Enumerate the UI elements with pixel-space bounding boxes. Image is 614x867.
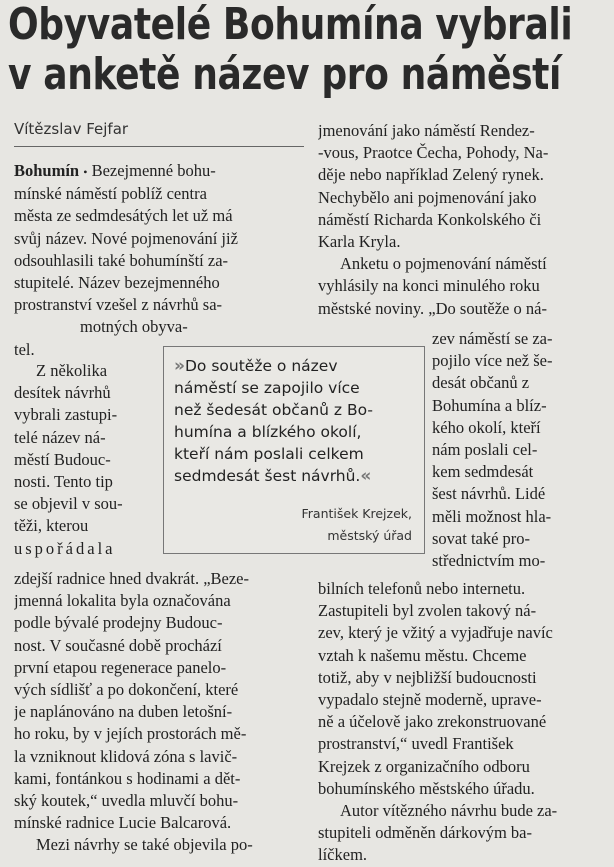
article-line: Nechybělo ani pojmenování jako	[318, 187, 537, 207]
article-line: desát občanů z	[432, 373, 530, 393]
article-line: se objevil v sou-	[14, 494, 123, 514]
pull-quote-box	[163, 346, 425, 554]
article-line: svůj název. Nové pojmenování již	[14, 228, 238, 248]
headline	[8, 0, 573, 100]
article-line: Autor vítězného návrhu bude za-	[340, 801, 558, 821]
article-line: líčkem.	[318, 845, 368, 865]
article-line: bohumínského městského úřadu.	[318, 778, 535, 798]
dateline-bullet: •	[83, 165, 88, 179]
byline: Vítězslav Fejfar	[14, 120, 129, 138]
article-col1-bottom	[14, 568, 304, 857]
article-line: la vzniknout klidová zóna s lavič-	[14, 746, 238, 766]
article-line: desítek návrhů	[14, 383, 111, 403]
article-line: telé název ná-	[14, 427, 106, 447]
pull-quote-line	[174, 355, 422, 377]
article-line: náměstí Richarda Konkolského či	[318, 209, 542, 229]
quote-author: František Krejzek,	[301, 506, 412, 521]
article-line: vypadalo stejně moderně, uprave-	[318, 690, 542, 710]
article-col1-top	[14, 160, 302, 361]
article-line: kami, fontánkou s hodinami a dět-	[14, 768, 241, 788]
article-line: zev náměstí se za-	[432, 329, 553, 348]
article-col2-top	[318, 120, 602, 320]
article-line: města ze sedmdesátých let už má	[14, 206, 233, 226]
article-line: první etapou regenerace panelo-	[14, 657, 227, 677]
article-col2-bottom	[318, 578, 602, 867]
article-line: těži, kterou	[14, 516, 89, 536]
pull-quote-line: náměstí se zapojilo více	[174, 379, 360, 397]
article-line: tel.	[14, 339, 35, 359]
pull-quote-line	[174, 465, 422, 487]
quote-author-role: městský úřad	[327, 528, 412, 543]
article-line: měli možnost hla-	[432, 506, 552, 526]
article-line: totiž, aby v nejbližší budoucnosti	[318, 667, 537, 687]
article-line: uspořádala	[14, 538, 116, 558]
article-line: ně a účelově jako zrekonstruované	[318, 712, 547, 732]
quote-close-mark: «	[360, 466, 372, 486]
article-line: zev, který je vžitý a vyjadřuje navíc	[318, 623, 553, 643]
pull-quote-text	[174, 355, 422, 487]
article-line: bilních telefonů nebo internetu.	[318, 579, 526, 598]
article-line: nost. V současné době prochází	[14, 635, 222, 655]
article-line: jmenování jako náměstí Rendez-	[318, 121, 535, 140]
article-line: vyhlásily na konci minulého roku	[318, 276, 540, 296]
article-line: Zastupiteli byl zvolen takový ná-	[318, 601, 537, 621]
article-line: děje nebo například Zelený rynek.	[318, 165, 544, 185]
dateline: Bohumín	[14, 161, 80, 180]
article-line: mínské náměstí poblíž centra	[14, 184, 207, 204]
article-line: odsouhlasili také bohumínští za-	[14, 250, 229, 270]
article-line: prostranství,“ uvedl František	[318, 734, 514, 754]
article-line: stupitelé. Název bezejmenného	[14, 273, 220, 293]
pull-quote-line: kteří nám poslali celkem	[174, 445, 364, 463]
article-line: ský koutek,“ uvedla mluvčí bohu-	[14, 791, 239, 811]
article-line: Z několika	[36, 361, 108, 380]
article-line: nám poslali cel-	[432, 440, 538, 460]
article-line: sovat také pro-	[432, 528, 531, 548]
pull-quote-line-text: Do soutěže o název	[184, 357, 338, 375]
article-line: Anketu o pojmenování náměstí	[340, 254, 547, 274]
article-line: šest návrhů. Lidé	[432, 484, 546, 504]
article-line: jmenná lokalita byla označována	[14, 591, 231, 611]
article-line: zdejší radnice hned dvakrát. „Beze-	[14, 569, 250, 588]
article-line: městí Budouc-	[14, 449, 111, 469]
article-line: vybrali zastupi-	[14, 405, 118, 425]
article-col2-narrow	[432, 328, 602, 572]
headline-line-1: Obyvatelé Bohumína vybrali	[8, 0, 573, 50]
article-line: nosti. Tento tip	[14, 472, 113, 492]
article-col1-narrow	[14, 360, 156, 560]
article-line: Mezi návrhy se také objevila po-	[36, 835, 253, 855]
article-line: vztah k našemu městu. Chceme	[318, 645, 527, 665]
article-line: vých sídlišť a po dokončení, které	[14, 680, 239, 700]
article-line: motných obyva-	[80, 317, 188, 337]
article-line: mínské radnice Lucie Balcarová.	[14, 813, 232, 833]
article-line: Bohumína a blíz-	[432, 395, 547, 415]
article-line: městské noviny. „Do soutěže o ná-	[318, 298, 547, 318]
article-line: kého okolí, kteří	[432, 417, 541, 437]
article-line: ho roku, by v jejích prostorách mě-	[14, 724, 247, 744]
article-line: prostranství vzešel z návrhů sa-	[14, 295, 223, 315]
article-text: Bezejmenné bohu-	[91, 161, 216, 180]
article-line: Karla Kryla.	[318, 232, 401, 252]
pull-quote-line-text: sedmdesát šest návrhů.	[174, 467, 361, 485]
article-line: stupiteli odměněn dárkovým ba-	[318, 823, 532, 843]
pull-quote-line: než šedesát občanů z Bo-	[174, 401, 373, 419]
quote-open-mark: »	[174, 356, 185, 376]
headline-line-2: v anketě název pro náměstí	[8, 49, 561, 100]
article-line: střednictvím mo-	[432, 551, 546, 571]
quote-attribution	[302, 503, 412, 547]
article-line: pojilo více než še-	[432, 351, 553, 371]
article-line: Krejzek z organizačního odboru	[318, 756, 530, 776]
article-line: je naplánováno na duben letošní-	[14, 702, 233, 722]
article-line: kem sedmdesát	[432, 462, 534, 482]
article-line: -vous, Praotce Čecha, Pohody, Na-	[318, 143, 549, 163]
pull-quote-line: humína a blízkého okolí,	[174, 423, 362, 441]
article-line	[14, 160, 302, 183]
byline-divider	[14, 146, 304, 147]
article-line: podle bývalé prodejny Budouc-	[14, 613, 223, 633]
